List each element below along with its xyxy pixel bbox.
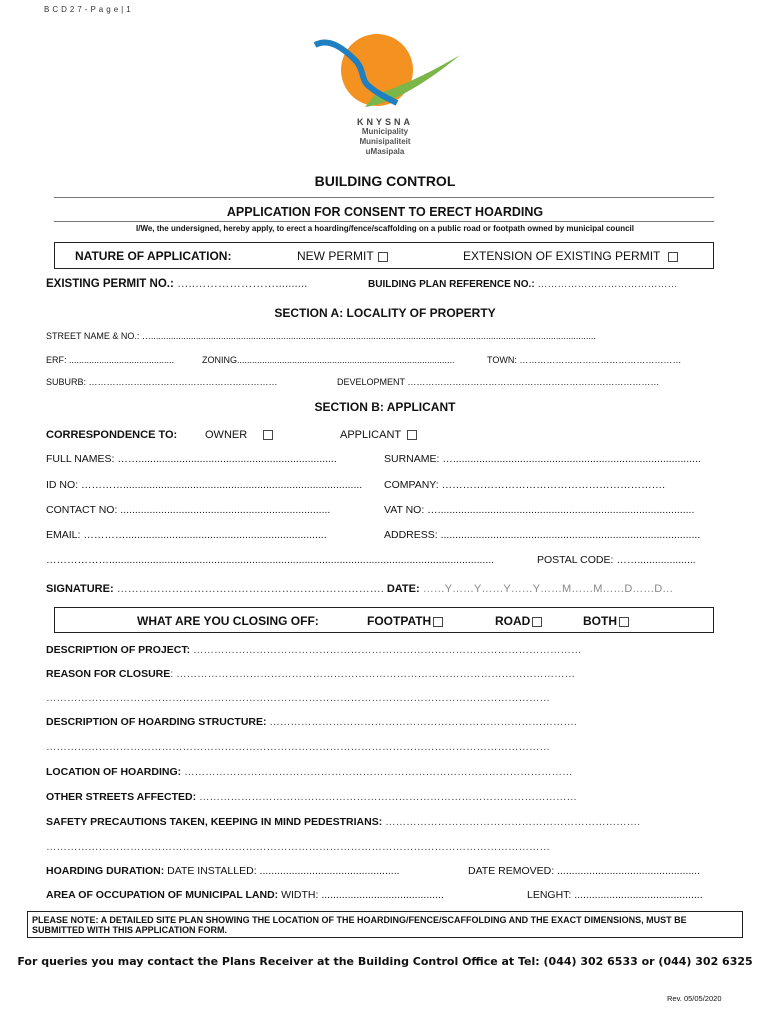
plan-reference-field[interactable]: ……………………………………	[537, 279, 678, 290]
address-line-2-field[interactable]: ………………....................................................................................................................................	[46, 554, 495, 566]
logo-text	[330, 117, 440, 157]
town-field[interactable]: TOWN: ………………………………………………	[487, 355, 682, 365]
location-row	[46, 766, 573, 778]
hoarding-structure-field[interactable]: …………………………………………………………………………….	[269, 716, 577, 728]
both-checkbox[interactable]	[619, 617, 629, 627]
reason-label: REASON FOR CLOSURE	[46, 668, 171, 680]
intro-text: I/We, the undersigned, hereby apply, to erect a hoarding/fence/scaffolding on a public road or footpath owned by municipal council	[136, 224, 634, 233]
safety-label: SAFETY PRECAUTIONS TAKEN, KEEPING IN MIND PEDESTRIANS:	[46, 816, 383, 828]
owner-option[interactable]: OWNER	[205, 429, 273, 441]
vat-no-field[interactable]: VAT NO: …........................................................................................	[384, 504, 695, 516]
id-no-field[interactable]: ID NO: …………..................................................................................	[46, 479, 363, 491]
divider	[54, 197, 714, 198]
form-title: APPLICATION FOR CONSENT TO ERECT HOARDING	[226, 205, 544, 219]
street-field[interactable]: STREET NAME & NO.: …..................................................................................................................................................................................	[46, 331, 596, 341]
correspondence-label: CORRESPONDENCE TO:	[46, 429, 178, 441]
length-field[interactable]: LENGHT: ............................................	[527, 889, 703, 901]
road-option[interactable]: ROAD	[495, 614, 542, 628]
brand-line-3: uMasipala	[365, 147, 405, 156]
safety-field[interactable]: ……………………………………………………………….	[385, 816, 641, 828]
closing-label: WHAT ARE YOU CLOSING OFF:	[137, 614, 319, 628]
section-a-title: SECTION A: LOCALITY OF PROPERTY	[274, 306, 496, 320]
other-streets-label: OTHER STREETS AFFECTED:	[46, 791, 197, 803]
both-option[interactable]: BOTH	[583, 614, 629, 628]
extension-option[interactable]: EXTENSION OF EXISTING PERMIT	[463, 249, 678, 263]
location-label: LOCATION OF HOARDING:	[46, 766, 182, 778]
plan-reference-label: BUILDING PLAN REFERENCE NO.:	[368, 279, 535, 290]
signature-row	[46, 583, 673, 595]
signature-field[interactable]: ……………………………………………………………….	[116, 583, 384, 595]
suburb-field[interactable]: SUBURB: ………………………………………………………	[46, 377, 278, 387]
width-field[interactable]: WIDTH: ..........................................	[281, 889, 444, 901]
area-label: AREA OF OCCUPATION OF MUNICIPAL LAND:	[46, 889, 279, 901]
erf-field[interactable]: ERF: ..........................................	[46, 355, 175, 365]
nature-of-application-box	[54, 242, 714, 269]
reason-field[interactable]: : ……………………………………………………………………………………………………	[170, 668, 576, 680]
description-field[interactable]: …………………………………………………………………………………………………	[193, 644, 582, 656]
postal-code-field[interactable]: POSTAL CODE: ……....................	[537, 554, 696, 566]
hoarding-structure-row	[46, 716, 577, 728]
other-streets-field[interactable]: ………………………………………………………………………………………………	[199, 791, 578, 803]
brand-line-2: Munisipaliteit	[359, 137, 411, 146]
other-streets-row	[46, 791, 577, 803]
page-number-header: BCD27-Page|1	[44, 5, 134, 14]
existing-permit-row	[46, 278, 307, 290]
section-b-title: SECTION B: APPLICANT	[314, 400, 456, 414]
applicant-option[interactable]: APPLICANT	[340, 429, 417, 441]
brand-name: KNYSNA	[356, 117, 413, 127]
duration-row	[46, 865, 400, 877]
area-row	[46, 889, 444, 901]
safety-line-2-field[interactable]: ………………………………………………………………………………………………………………………………	[46, 841, 550, 853]
date-removed-field[interactable]: DATE REMOVED: .................................................	[468, 865, 701, 877]
development-field[interactable]: DEVELOPMENT …………………………………………………………………………	[337, 377, 660, 387]
new-permit-option[interactable]: NEW PERMIT	[297, 249, 388, 263]
existing-permit-label: EXISTING PERMIT NO.:	[46, 278, 174, 290]
hoarding-structure-label: DESCRIPTION OF HOARDING STRUCTURE:	[46, 716, 267, 728]
footpath-checkbox[interactable]	[433, 617, 443, 627]
divider	[54, 221, 714, 222]
description-label: DESCRIPTION OF PROJECT:	[46, 644, 191, 656]
existing-permit-field[interactable]: …..…………………..........	[177, 278, 308, 290]
safety-row	[46, 816, 640, 828]
reason-line-2-field[interactable]: ………………………………………………………………………………………………………………………………	[46, 692, 550, 704]
road-checkbox[interactable]	[532, 617, 542, 627]
date-installed-field[interactable]: DATE INSTALLED: ................................................	[167, 865, 400, 877]
footpath-option[interactable]: FOOTPATH	[367, 614, 443, 628]
hoarding-line-2-field[interactable]: ………………………………………………………………………………………………………………………………	[46, 741, 550, 753]
contact-line: For queries you may contact the Plans Receiver at the Building Control Office at Tel: (044) 302 6533 or (044) 302 6325	[17, 955, 753, 968]
applicant-checkbox[interactable]	[407, 430, 417, 440]
signature-label: SIGNATURE:	[46, 583, 114, 595]
owner-checkbox[interactable]	[263, 430, 273, 440]
knysna-logo	[305, 25, 465, 125]
note-box	[27, 911, 743, 938]
full-names-field[interactable]: FULL NAMES: ……....................................................................	[46, 453, 337, 465]
closing-off-box	[54, 607, 714, 633]
date-label: DATE:	[386, 583, 420, 595]
brand-line-1: Municipality	[361, 127, 409, 136]
main-title: BUILDING CONTROL	[314, 173, 456, 189]
note-text: PLEASE NOTE: A DETAILED SITE PLAN SHOWING THE LOCATION OF THE HOARDING/FENCE/SCAFFOLDING AND THE EXACT DIMENSIONS, MUST BE SUBMITTED WITH THIS APPLICATION FORM.	[32, 915, 687, 935]
revision-date: Rev. 05/05/2020	[667, 994, 722, 1003]
plan-reference-row	[368, 279, 677, 290]
duration-label: HOARDING DURATION:	[46, 865, 165, 877]
extension-checkbox[interactable]	[668, 252, 678, 262]
address-field[interactable]: ADDRESS: .........................................................................................	[384, 529, 701, 541]
company-field[interactable]: COMPANY: ……………………………………………………….	[384, 479, 665, 491]
email-field[interactable]: EMAIL: ………….....................................................................	[46, 529, 327, 541]
location-field[interactable]: …………………………………………………………………………………………………	[184, 766, 573, 778]
reason-row	[46, 668, 575, 680]
description-row	[46, 644, 582, 656]
new-permit-checkbox[interactable]	[378, 252, 388, 262]
surname-field[interactable]: SURNAME: ….....................................................................................	[384, 453, 701, 465]
nature-label: NATURE OF APPLICATION:	[75, 249, 232, 263]
zoning-field[interactable]: ZONING.......................................................................................	[202, 355, 455, 365]
date-field[interactable]: ……Y……Y……Y……Y……M……M……D……D…	[422, 583, 674, 595]
contact-no-field[interactable]: CONTACT NO: ........................................................................	[46, 504, 331, 516]
